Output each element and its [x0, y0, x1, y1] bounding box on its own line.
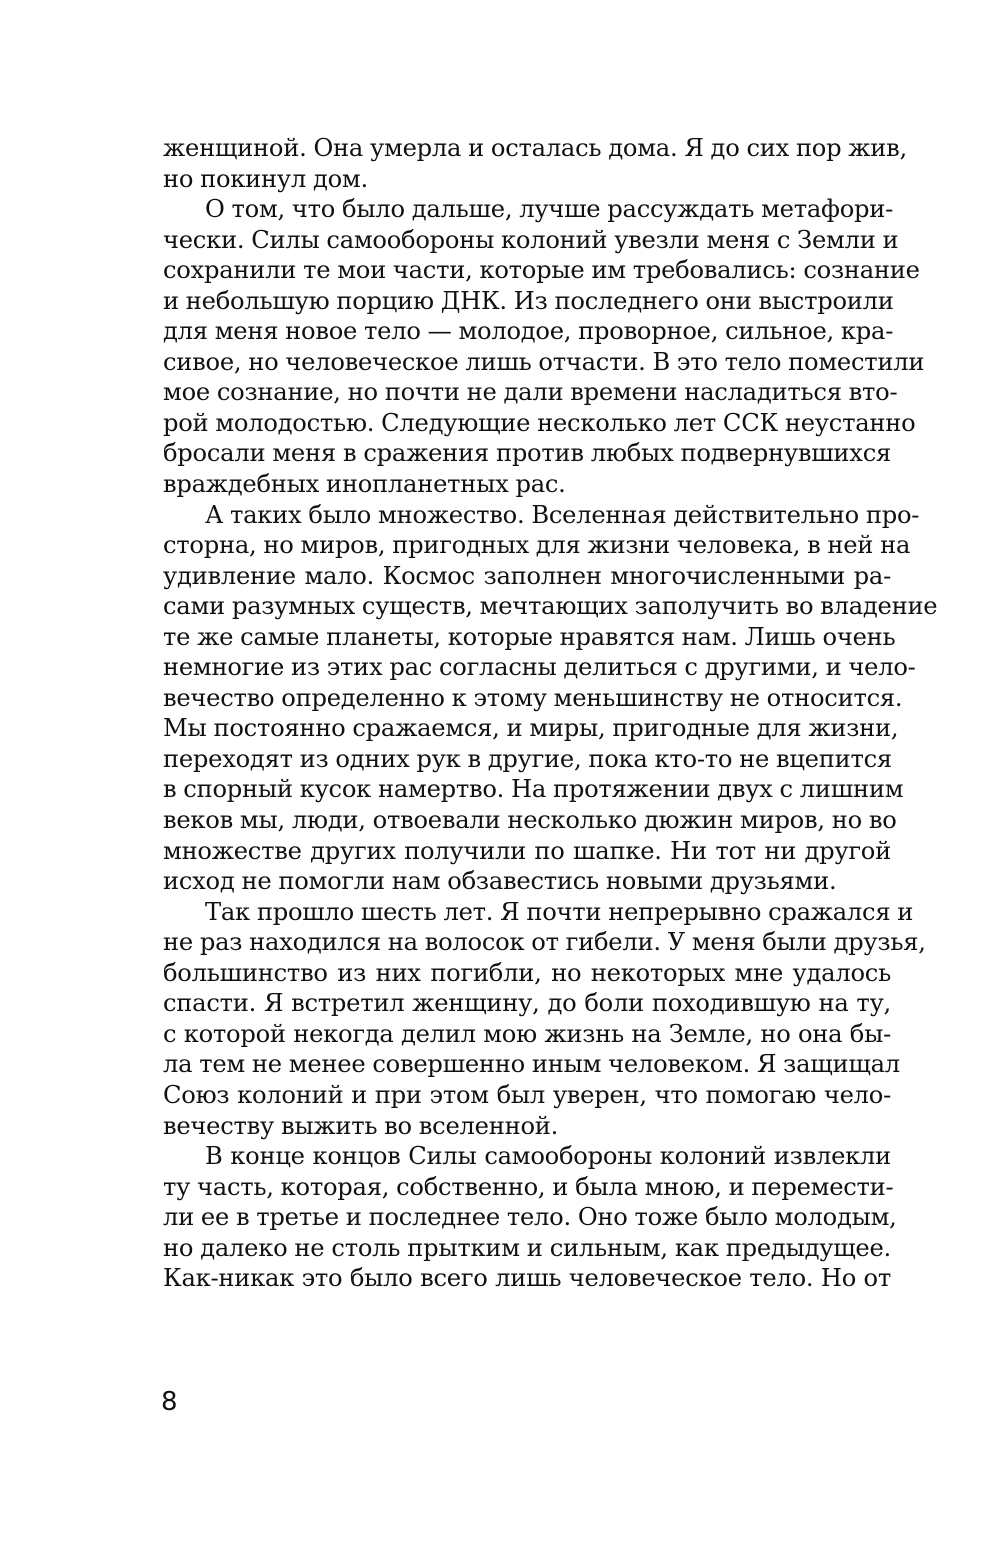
- paragraph-first-line: А таких было множество. Вселенная действительно про-: [205, 500, 920, 529]
- paragraph-first-line: Так прошло шесть лет. Я почти непрерывно сражался и: [205, 897, 914, 926]
- text-line: ла тем не менее совершенно иным человеком. Я защищал: [163, 1050, 900, 1079]
- text-line: в спорный кусок намертво. На протяжении двух с лишним: [163, 775, 904, 804]
- text-line: спасти. Я встретил женщину, до боли походившую на ту,: [163, 989, 891, 1018]
- text-line: вечеству выжить во вселенной.: [163, 1111, 559, 1140]
- text-line: женщиной. Она умерла и осталась дома. Я до сих пор жив,: [163, 134, 907, 162]
- text-line: чески. Силы самообороны колоний увезли меня с Земли и: [163, 225, 899, 254]
- text-line: ту часть, которая, собственно, и была мною, и перемести-: [163, 1172, 894, 1201]
- text-line: мое сознание, но почти не дали времени насладиться вто-: [163, 378, 898, 407]
- text-line: сами разумных существ, мечтающих заполучить во владение: [163, 592, 938, 621]
- paragraph-first-line: О том, что было дальше, лучше рассуждать метафори-: [205, 195, 894, 224]
- text-line: сохранили те мои части, которые им требовались: сознание: [163, 256, 920, 285]
- text-line: но далеко не столь прытким и сильным, как предыдущее.: [163, 1233, 891, 1262]
- text-line: с которой некогда делил мою жизнь на Земле, но она бы-: [163, 1019, 891, 1048]
- body-text: [163, 133, 938, 1294]
- text-line: множестве других получили по шапке. Ни тот ни другой: [163, 836, 891, 865]
- text-line: но покинул дом.: [163, 164, 368, 193]
- text-line: сторна, но миров, пригодных для жизни человека, в ней на: [163, 531, 911, 560]
- text-line: исход не помогли нам обзавестись новыми друзьями.: [163, 867, 837, 896]
- text-line: Мы постоянно сражаемся, и миры, пригодные для жизни,: [163, 714, 899, 743]
- text-line: Как-никак это было всего лишь человеческое тело. Но от: [163, 1264, 891, 1293]
- text-line: враждебных инопланетных рас.: [163, 470, 566, 499]
- text-line: те же самые планеты, которые нравятся нам. Лишь очень: [163, 622, 896, 651]
- text-line: удивление мало. Космос заполнен многочисленными ра-: [163, 561, 891, 590]
- text-line: для меня новое тело — молодое, проворное, сильное, кра-: [163, 317, 894, 346]
- text-line: большинство из них погибли, но некоторых мне удалось: [163, 958, 891, 987]
- text-line: и небольшую порцию ДНК. Из последнего они выстроили: [163, 286, 894, 315]
- text-line: вечество определенно к этому меньшинству не относится.: [163, 683, 903, 712]
- text-line: бросали меня в сражения против любых подвернувшихся: [163, 439, 891, 468]
- text-line: Союз колоний и при этом был уверен, что помогаю чело-: [163, 1080, 891, 1109]
- page-number: 8: [161, 1387, 178, 1417]
- text-line: рой молодостью. Следующие несколько лет ССК неустанно: [163, 408, 916, 437]
- text-line: веков мы, люди, отвоевали несколько дюжин миров, но во: [163, 806, 897, 835]
- paragraph-first-line: В конце концов Силы самообороны колоний извлекли: [205, 1142, 891, 1171]
- text-line: ли ее в третье и последнее тело. Оно тоже было молодым,: [163, 1203, 897, 1232]
- text-line: не раз находился на волосок от гибели. У меня были друзья,: [163, 928, 926, 957]
- text-line: переходят из одних рук в другие, пока кто-то не вцепится: [163, 744, 892, 773]
- text-line: сивое, но человеческое лишь отчасти. В это тело поместили: [163, 347, 925, 376]
- text-line: немногие из этих рас согласны делиться с другими, и чело-: [163, 653, 916, 682]
